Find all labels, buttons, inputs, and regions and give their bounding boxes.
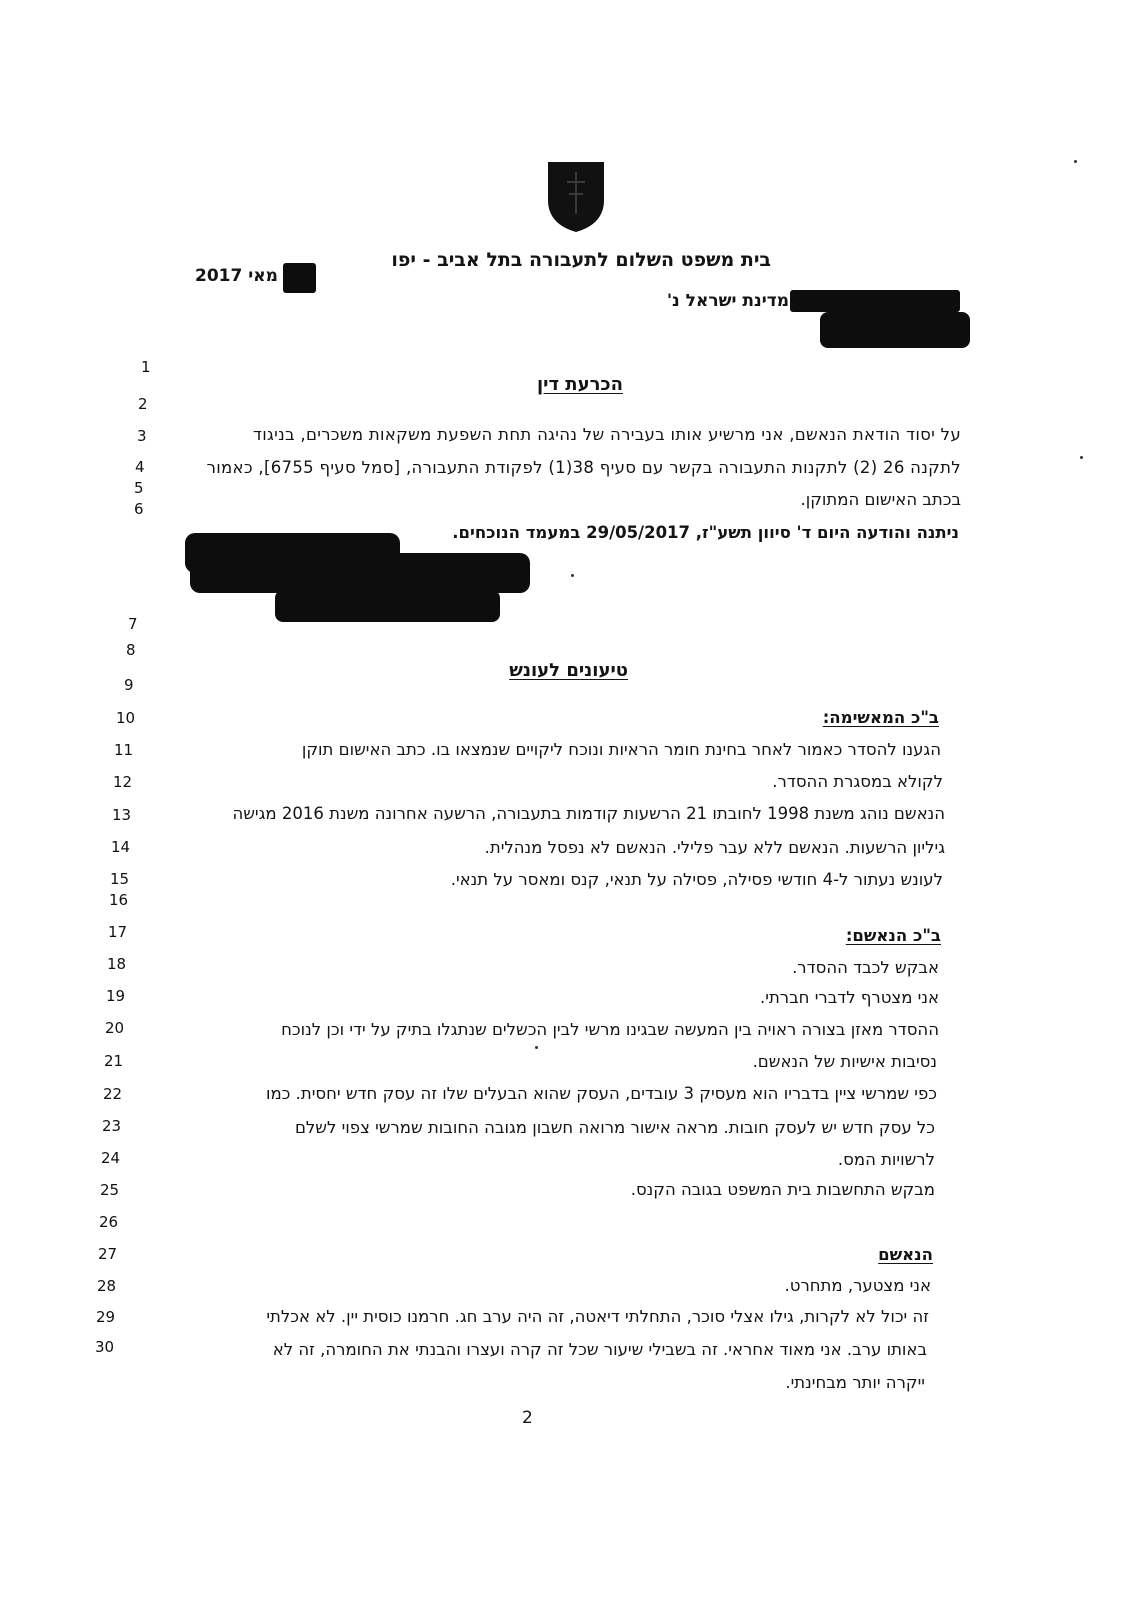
line-number: 4: [135, 458, 145, 476]
line-number: 29: [96, 1308, 116, 1326]
decision-given: ניתנה והודעה היום ד' סיוון תשע"ז, 29/05/2017 במעמד הנוכחים.: [452, 523, 959, 542]
redaction-date-day: [283, 263, 316, 293]
line-number: 16: [109, 891, 129, 909]
redaction-judge-title: [275, 590, 500, 622]
line-number: 18: [107, 955, 127, 973]
prosecution-line: הגענו להסדר כאמור לאחר בחינת חומר הראיות ונוכח ליקויים שנמצאו בו. כתב האישום תוקן: [301, 740, 941, 759]
line-number: 12: [113, 773, 133, 791]
defense-line: אני מצטרף לדברי חברתי.: [760, 988, 939, 1007]
line-number: 15: [110, 870, 130, 888]
line-number: 8: [126, 641, 136, 659]
decision-heading: הכרעת דין: [536, 374, 623, 395]
defense-line: נסיבות אישיות של הנאשם.: [752, 1052, 937, 1071]
line-number: 26: [99, 1213, 119, 1231]
sentencing-heading: טיעונים לעונש: [509, 660, 628, 681]
accused-line: ייקרה יותר מבחינתי.: [785, 1373, 925, 1392]
prosecution-title: ב"כ המאשימה:: [822, 708, 939, 727]
defense-line: ההסדר מאזן בצורה ראויה בין המעשה שבגינו מרשי לבין הכשלים שנתגלו בתיק על ידי וכן לנוכח: [281, 1020, 939, 1039]
redaction-judge-name: [190, 553, 530, 593]
defense-line: לרשויות המס.: [837, 1150, 935, 1169]
line-number: 22: [103, 1085, 123, 1103]
scan-speck: [535, 1046, 538, 1049]
redaction-defendant-name: [820, 312, 970, 348]
accused-line: באותו ערב. אני מאוד אחראי. זה בשבילי שיעור שכל זה קרה ועצרו והבנתי את החומרה, זה לא: [272, 1340, 927, 1359]
prosecution-line: לעונש נעתור ל-4 חודשי פסילה, פסילה על תנאי, קנס ומאסר על תנאי.: [450, 870, 943, 889]
line-number: 25: [100, 1181, 120, 1199]
accused-line: זה יכול לא לקרות, גילו אצלי סוכר, התחלתי דיאטה, זה היה ערב חג. חרמנו כוסית יין. לא אכלתי: [266, 1307, 929, 1326]
line-number: 14: [111, 838, 131, 856]
defense-line: כפי שמרשי ציין בדבריו הוא מעסיק 3 עובדים, העסק שהוא הבעלים שלו זה עסק חדש יחסית. כמו: [265, 1084, 937, 1103]
accused-title: הנאשם: [878, 1245, 933, 1264]
decision-line: על יסוד הודאת הנאשם, אני מרשיע אותו בעבירה של נהיגה תחת השפעת משקאות משכרים, בניגוד: [252, 425, 961, 444]
decision-line: בכתב האישום המתוקן.: [800, 490, 961, 509]
prosecution-line: הנאשם נוהג משנת 1998 לחובתו 21 הרשעות קודמות בתעבורה, הרשעה אחרונה משנת 2016 מגישה: [232, 804, 945, 823]
line-number: 27: [98, 1245, 118, 1263]
scan-speck: [1080, 456, 1083, 459]
line-number: 24: [101, 1149, 121, 1167]
line-number: 2: [138, 395, 148, 413]
prosecution-line: גיליון הרשעות. הנאשם ללא עבר פלילי. הנאשם לא נפסל מנהלית.: [484, 838, 945, 857]
line-number: 11: [114, 741, 134, 759]
scan-speck: [571, 574, 574, 577]
scan-speck: [1074, 160, 1077, 163]
line-number: 17: [108, 923, 128, 941]
page-number: 2: [522, 1408, 533, 1428]
redaction-case-number: [790, 290, 960, 312]
line-number: 5: [134, 479, 144, 497]
line-number: 3: [137, 427, 147, 445]
line-number: 1: [141, 358, 151, 376]
line-number: 30: [95, 1338, 115, 1356]
line-number: 20: [105, 1019, 125, 1037]
date: מאי 2017: [195, 266, 278, 286]
court-name: בית משפט השלום לתעבורה בתל אביב - יפו: [391, 249, 771, 271]
prosecution-line: לקולא במסגרת ההסדר.: [772, 772, 943, 791]
defense-line: מבקש התחשבות בית המשפט בגובה הקנס.: [630, 1180, 935, 1199]
defense-line: כל עסק חדש יש לעסק חובות. מראה אישור מרואה חשבון מגובה החובות שמרשי צפוי לשלם: [294, 1118, 935, 1137]
line-number: 10: [116, 709, 136, 727]
line-number: 7: [128, 615, 138, 633]
line-number: 6: [134, 500, 144, 518]
line-number: 28: [97, 1277, 117, 1295]
case-parties: מדינת ישראל נ': [666, 291, 789, 311]
line-number: 21: [104, 1052, 124, 1070]
court-emblem-icon: [545, 158, 607, 234]
line-number: 19: [106, 987, 126, 1005]
decision-line: לתקנה 26 (2) לתקנות התעבורה בקשר עם סעיף 38(1) לפקודת התעבורה, [סמל סעיף 6755], כאמור: [206, 458, 961, 477]
line-number: 9: [124, 676, 134, 694]
line-number: 13: [112, 806, 132, 824]
line-number: 23: [102, 1117, 122, 1135]
accused-line: אני מצטער, מתחרט.: [784, 1276, 931, 1295]
defense-title: ב"כ הנאשם:: [845, 926, 941, 945]
defense-line: אבקש לכבד ההסדר.: [792, 958, 939, 977]
